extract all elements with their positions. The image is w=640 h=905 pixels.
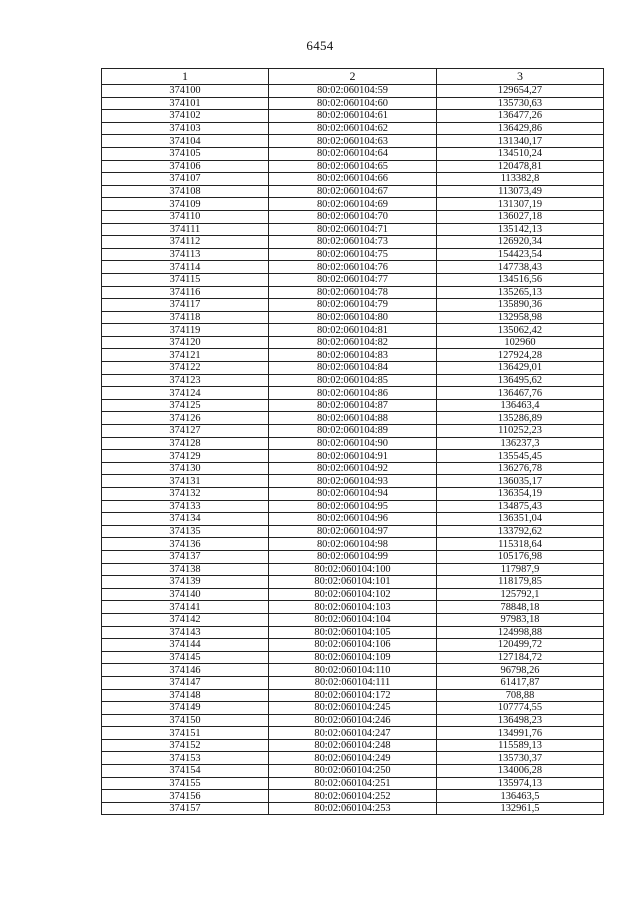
table-row (102, 248, 604, 261)
table-row (102, 626, 604, 639)
table-row (102, 488, 604, 501)
row-number-cell: 374116 (102, 286, 269, 299)
value-cell: 136035,17 (437, 475, 604, 488)
table-row (102, 550, 604, 563)
row-number-cell: 374151 (102, 727, 269, 740)
cadastral-number-cell: 80:02:060104:75 (269, 248, 437, 261)
row-number-cell: 374144 (102, 639, 269, 652)
table-row (102, 702, 604, 715)
row-number-cell: 374132 (102, 488, 269, 501)
row-number-cell: 374156 (102, 790, 269, 803)
table-row (102, 601, 604, 614)
value-cell: 129654,27 (437, 85, 604, 98)
cadastral-number-cell: 80:02:060104:61 (269, 110, 437, 123)
table-row (102, 135, 604, 148)
table-row (102, 198, 604, 211)
cadastral-number-cell: 80:02:060104:99 (269, 550, 437, 563)
cadastral-number-cell: 80:02:060104:64 (269, 147, 437, 160)
table-body (102, 85, 604, 815)
table-row (102, 563, 604, 576)
table-row (102, 538, 604, 551)
value-cell: 120499,72 (437, 639, 604, 652)
cadastral-number-cell: 80:02:060104:250 (269, 765, 437, 778)
value-cell: 135890,36 (437, 299, 604, 312)
row-number-cell: 374154 (102, 765, 269, 778)
table-row (102, 513, 604, 526)
cadastral-number-cell: 80:02:060104:110 (269, 664, 437, 677)
value-cell: 135730,37 (437, 752, 604, 765)
cadastral-number-cell: 80:02:060104:111 (269, 676, 437, 689)
row-number-cell: 374104 (102, 135, 269, 148)
value-cell: 136463,4 (437, 399, 604, 412)
table-row (102, 311, 604, 324)
table-row (102, 676, 604, 689)
value-cell: 136463,5 (437, 790, 604, 803)
cadastral-number-cell: 80:02:060104:245 (269, 702, 437, 715)
row-number-cell: 374131 (102, 475, 269, 488)
row-number-cell: 374155 (102, 777, 269, 790)
cadastral-number-cell: 80:02:060104:85 (269, 374, 437, 387)
table-row (102, 613, 604, 626)
table-row (102, 425, 604, 438)
table-row (102, 525, 604, 538)
header-row (102, 69, 604, 85)
row-number-cell: 374129 (102, 450, 269, 463)
table-row (102, 286, 604, 299)
value-cell: 708,88 (437, 689, 604, 702)
cadastral-number-cell: 80:02:060104:100 (269, 563, 437, 576)
table-row (102, 324, 604, 337)
row-number-cell: 374128 (102, 437, 269, 450)
value-cell: 136276,78 (437, 462, 604, 475)
cadastral-number-cell: 80:02:060104:69 (269, 198, 437, 211)
row-number-cell: 374121 (102, 349, 269, 362)
value-cell: 125792,1 (437, 588, 604, 601)
row-number-cell: 374100 (102, 85, 269, 98)
cadastral-number-cell: 80:02:060104:109 (269, 651, 437, 664)
row-number-cell: 374140 (102, 588, 269, 601)
row-number-cell: 374157 (102, 802, 269, 815)
value-cell: 113073,49 (437, 185, 604, 198)
cadastral-number-cell: 80:02:060104:73 (269, 236, 437, 249)
table-row (102, 639, 604, 652)
row-number-cell: 374136 (102, 538, 269, 551)
row-number-cell: 374149 (102, 702, 269, 715)
table-row (102, 475, 604, 488)
cadastral-number-cell: 80:02:060104:83 (269, 349, 437, 362)
table-row (102, 210, 604, 223)
value-cell: 120478,81 (437, 160, 604, 173)
table-row (102, 790, 604, 803)
value-cell: 96798,26 (437, 664, 604, 677)
value-cell: 136237,3 (437, 437, 604, 450)
page-number: 6454 (306, 38, 334, 53)
table-row (102, 399, 604, 412)
table-row (102, 160, 604, 173)
table-row (102, 97, 604, 110)
cadastral-number-cell: 80:02:060104:95 (269, 500, 437, 513)
value-cell: 136429,01 (437, 362, 604, 375)
cadastral-number-cell: 80:02:060104:71 (269, 223, 437, 236)
value-cell: 136351,04 (437, 513, 604, 526)
row-number-cell: 374119 (102, 324, 269, 337)
table-row (102, 299, 604, 312)
table-row (102, 185, 604, 198)
value-cell: 135265,13 (437, 286, 604, 299)
table-row (102, 362, 604, 375)
cadastral-number-cell: 80:02:060104:92 (269, 462, 437, 475)
row-number-cell: 374127 (102, 425, 269, 438)
table-row (102, 752, 604, 765)
cadastral-number-cell: 80:02:060104:102 (269, 588, 437, 601)
value-cell: 134991,76 (437, 727, 604, 740)
table-row (102, 236, 604, 249)
value-cell: 131340,17 (437, 135, 604, 148)
value-cell: 136354,19 (437, 488, 604, 501)
table-row (102, 450, 604, 463)
row-number-cell: 374125 (102, 399, 269, 412)
value-cell: 118179,85 (437, 576, 604, 589)
value-cell: 136027,18 (437, 210, 604, 223)
cadastral-number-cell: 80:02:060104:103 (269, 601, 437, 614)
cadastral-number-cell: 80:02:060104:78 (269, 286, 437, 299)
row-number-cell: 374111 (102, 223, 269, 236)
table-row (102, 664, 604, 677)
cadastral-number-cell: 80:02:060104:91 (269, 450, 437, 463)
table-row (102, 349, 604, 362)
row-number-cell: 374147 (102, 676, 269, 689)
row-number-cell: 374102 (102, 110, 269, 123)
cadastral-number-cell: 80:02:060104:59 (269, 85, 437, 98)
row-number-cell: 374120 (102, 336, 269, 349)
row-number-cell: 374109 (102, 198, 269, 211)
table-row (102, 387, 604, 400)
column-header-1: 1 (102, 69, 269, 85)
cadastral-number-cell: 80:02:060104:101 (269, 576, 437, 589)
cadastral-number-cell: 80:02:060104:77 (269, 273, 437, 286)
row-number-cell: 374153 (102, 752, 269, 765)
table-row (102, 651, 604, 664)
table-row (102, 588, 604, 601)
row-number-cell: 374142 (102, 613, 269, 626)
row-number-cell: 374118 (102, 311, 269, 324)
cadastral-number-cell: 80:02:060104:76 (269, 261, 437, 274)
row-number-cell: 374130 (102, 462, 269, 475)
table-row (102, 802, 604, 815)
column-header-3: 3 (437, 69, 604, 85)
value-cell: 136429,86 (437, 122, 604, 135)
cadastral-number-cell: 80:02:060104:172 (269, 689, 437, 702)
row-number-cell: 374139 (102, 576, 269, 589)
row-number-cell: 374148 (102, 689, 269, 702)
value-cell: 127924,28 (437, 349, 604, 362)
row-number-cell: 374105 (102, 147, 269, 160)
cadastral-number-cell: 80:02:060104:79 (269, 299, 437, 312)
table-row (102, 462, 604, 475)
value-cell: 132958,98 (437, 311, 604, 324)
row-number-cell: 374146 (102, 664, 269, 677)
row-number-cell: 374126 (102, 412, 269, 425)
table-row (102, 110, 604, 123)
value-cell: 115318,64 (437, 538, 604, 551)
table-row (102, 714, 604, 727)
value-cell: 135142,13 (437, 223, 604, 236)
row-number-cell: 374135 (102, 525, 269, 538)
table-row (102, 727, 604, 740)
value-cell: 117987,9 (437, 563, 604, 576)
cadastral-number-cell: 80:02:060104:63 (269, 135, 437, 148)
table-row (102, 374, 604, 387)
row-number-cell: 374138 (102, 563, 269, 576)
value-cell: 136467,76 (437, 387, 604, 400)
value-cell: 124998,88 (437, 626, 604, 639)
row-number-cell: 374101 (102, 97, 269, 110)
value-cell: 78848,18 (437, 601, 604, 614)
cadastral-number-cell: 80:02:060104:89 (269, 425, 437, 438)
cadastral-number-cell: 80:02:060104:62 (269, 122, 437, 135)
row-number-cell: 374117 (102, 299, 269, 312)
cadastral-number-cell: 80:02:060104:105 (269, 626, 437, 639)
row-number-cell: 374133 (102, 500, 269, 513)
row-number-cell: 374107 (102, 173, 269, 186)
row-number-cell: 374115 (102, 273, 269, 286)
cadastral-number-cell: 80:02:060104:86 (269, 387, 437, 400)
table-row (102, 576, 604, 589)
table-row (102, 437, 604, 450)
cadastral-number-cell: 80:02:060104:248 (269, 739, 437, 752)
row-number-cell: 374110 (102, 210, 269, 223)
table-row (102, 85, 604, 98)
cadastral-number-cell: 80:02:060104:84 (269, 362, 437, 375)
cadastral-number-cell: 80:02:060104:60 (269, 97, 437, 110)
table-row (102, 739, 604, 752)
cadastral-number-cell: 80:02:060104:104 (269, 613, 437, 626)
value-cell: 115589,13 (437, 739, 604, 752)
value-cell: 154423,54 (437, 248, 604, 261)
data-table (101, 68, 604, 815)
row-number-cell: 374123 (102, 374, 269, 387)
row-number-cell: 374112 (102, 236, 269, 249)
value-cell: 134875,43 (437, 500, 604, 513)
cadastral-number-cell: 80:02:060104:93 (269, 475, 437, 488)
table-row (102, 147, 604, 160)
table-row (102, 261, 604, 274)
value-cell: 131307,19 (437, 198, 604, 211)
cadastral-number-cell: 80:02:060104:87 (269, 399, 437, 412)
row-number-cell: 374141 (102, 601, 269, 614)
table-row (102, 336, 604, 349)
value-cell: 107774,55 (437, 702, 604, 715)
value-cell: 134006,28 (437, 765, 604, 778)
row-number-cell: 374106 (102, 160, 269, 173)
value-cell: 135545,45 (437, 450, 604, 463)
row-number-cell: 374124 (102, 387, 269, 400)
cadastral-number-cell: 80:02:060104:81 (269, 324, 437, 337)
cadastral-number-cell: 80:02:060104:82 (269, 336, 437, 349)
value-cell: 136498,23 (437, 714, 604, 727)
row-number-cell: 374134 (102, 513, 269, 526)
value-cell: 102960 (437, 336, 604, 349)
table-row (102, 689, 604, 702)
cadastral-number-cell: 80:02:060104:253 (269, 802, 437, 815)
cadastral-number-cell: 80:02:060104:70 (269, 210, 437, 223)
row-number-cell: 374137 (102, 550, 269, 563)
cadastral-number-cell: 80:02:060104:67 (269, 185, 437, 198)
cadastral-number-cell: 80:02:060104:251 (269, 777, 437, 790)
row-number-cell: 374108 (102, 185, 269, 198)
cadastral-number-cell: 80:02:060104:252 (269, 790, 437, 803)
cadastral-number-cell: 80:02:060104:106 (269, 639, 437, 652)
table-row (102, 122, 604, 135)
value-cell: 134516,56 (437, 273, 604, 286)
value-cell: 113382,8 (437, 173, 604, 186)
table-row (102, 500, 604, 513)
cadastral-number-cell: 80:02:060104:246 (269, 714, 437, 727)
cadastral-number-cell: 80:02:060104:80 (269, 311, 437, 324)
cadastral-number-cell: 80:02:060104:249 (269, 752, 437, 765)
cadastral-number-cell: 80:02:060104:247 (269, 727, 437, 740)
value-cell: 135286,89 (437, 412, 604, 425)
table-row (102, 765, 604, 778)
cadastral-number-cell: 80:02:060104:97 (269, 525, 437, 538)
cadastral-number-cell: 80:02:060104:88 (269, 412, 437, 425)
table-row (102, 173, 604, 186)
cadastral-number-cell: 80:02:060104:96 (269, 513, 437, 526)
row-number-cell: 374114 (102, 261, 269, 274)
row-number-cell: 374152 (102, 739, 269, 752)
row-number-cell: 374145 (102, 651, 269, 664)
value-cell: 132961,5 (437, 802, 604, 815)
value-cell: 110252,23 (437, 425, 604, 438)
value-cell: 133792,62 (437, 525, 604, 538)
value-cell: 135062,42 (437, 324, 604, 337)
row-number-cell: 374113 (102, 248, 269, 261)
value-cell: 61417,87 (437, 676, 604, 689)
cadastral-number-cell: 80:02:060104:90 (269, 437, 437, 450)
cadastral-number-cell: 80:02:060104:94 (269, 488, 437, 501)
cadastral-number-cell: 80:02:060104:65 (269, 160, 437, 173)
table-row (102, 412, 604, 425)
value-cell: 134510,24 (437, 147, 604, 160)
column-header-2: 2 (269, 69, 437, 85)
row-number-cell: 374103 (102, 122, 269, 135)
value-cell: 135974,13 (437, 777, 604, 790)
value-cell: 126920,34 (437, 236, 604, 249)
cadastral-number-cell: 80:02:060104:98 (269, 538, 437, 551)
value-cell: 147738,43 (437, 261, 604, 274)
value-cell: 136477,26 (437, 110, 604, 123)
row-number-cell: 374143 (102, 626, 269, 639)
cadastral-number-cell: 80:02:060104:66 (269, 173, 437, 186)
value-cell: 136495,62 (437, 374, 604, 387)
table-row (102, 223, 604, 236)
value-cell: 127184,72 (437, 651, 604, 664)
row-number-cell: 374122 (102, 362, 269, 375)
value-cell: 135730,63 (437, 97, 604, 110)
table-row (102, 273, 604, 286)
value-cell: 105176,98 (437, 550, 604, 563)
value-cell: 97983,18 (437, 613, 604, 626)
table-header (102, 69, 604, 85)
row-number-cell: 374150 (102, 714, 269, 727)
table-row (102, 777, 604, 790)
